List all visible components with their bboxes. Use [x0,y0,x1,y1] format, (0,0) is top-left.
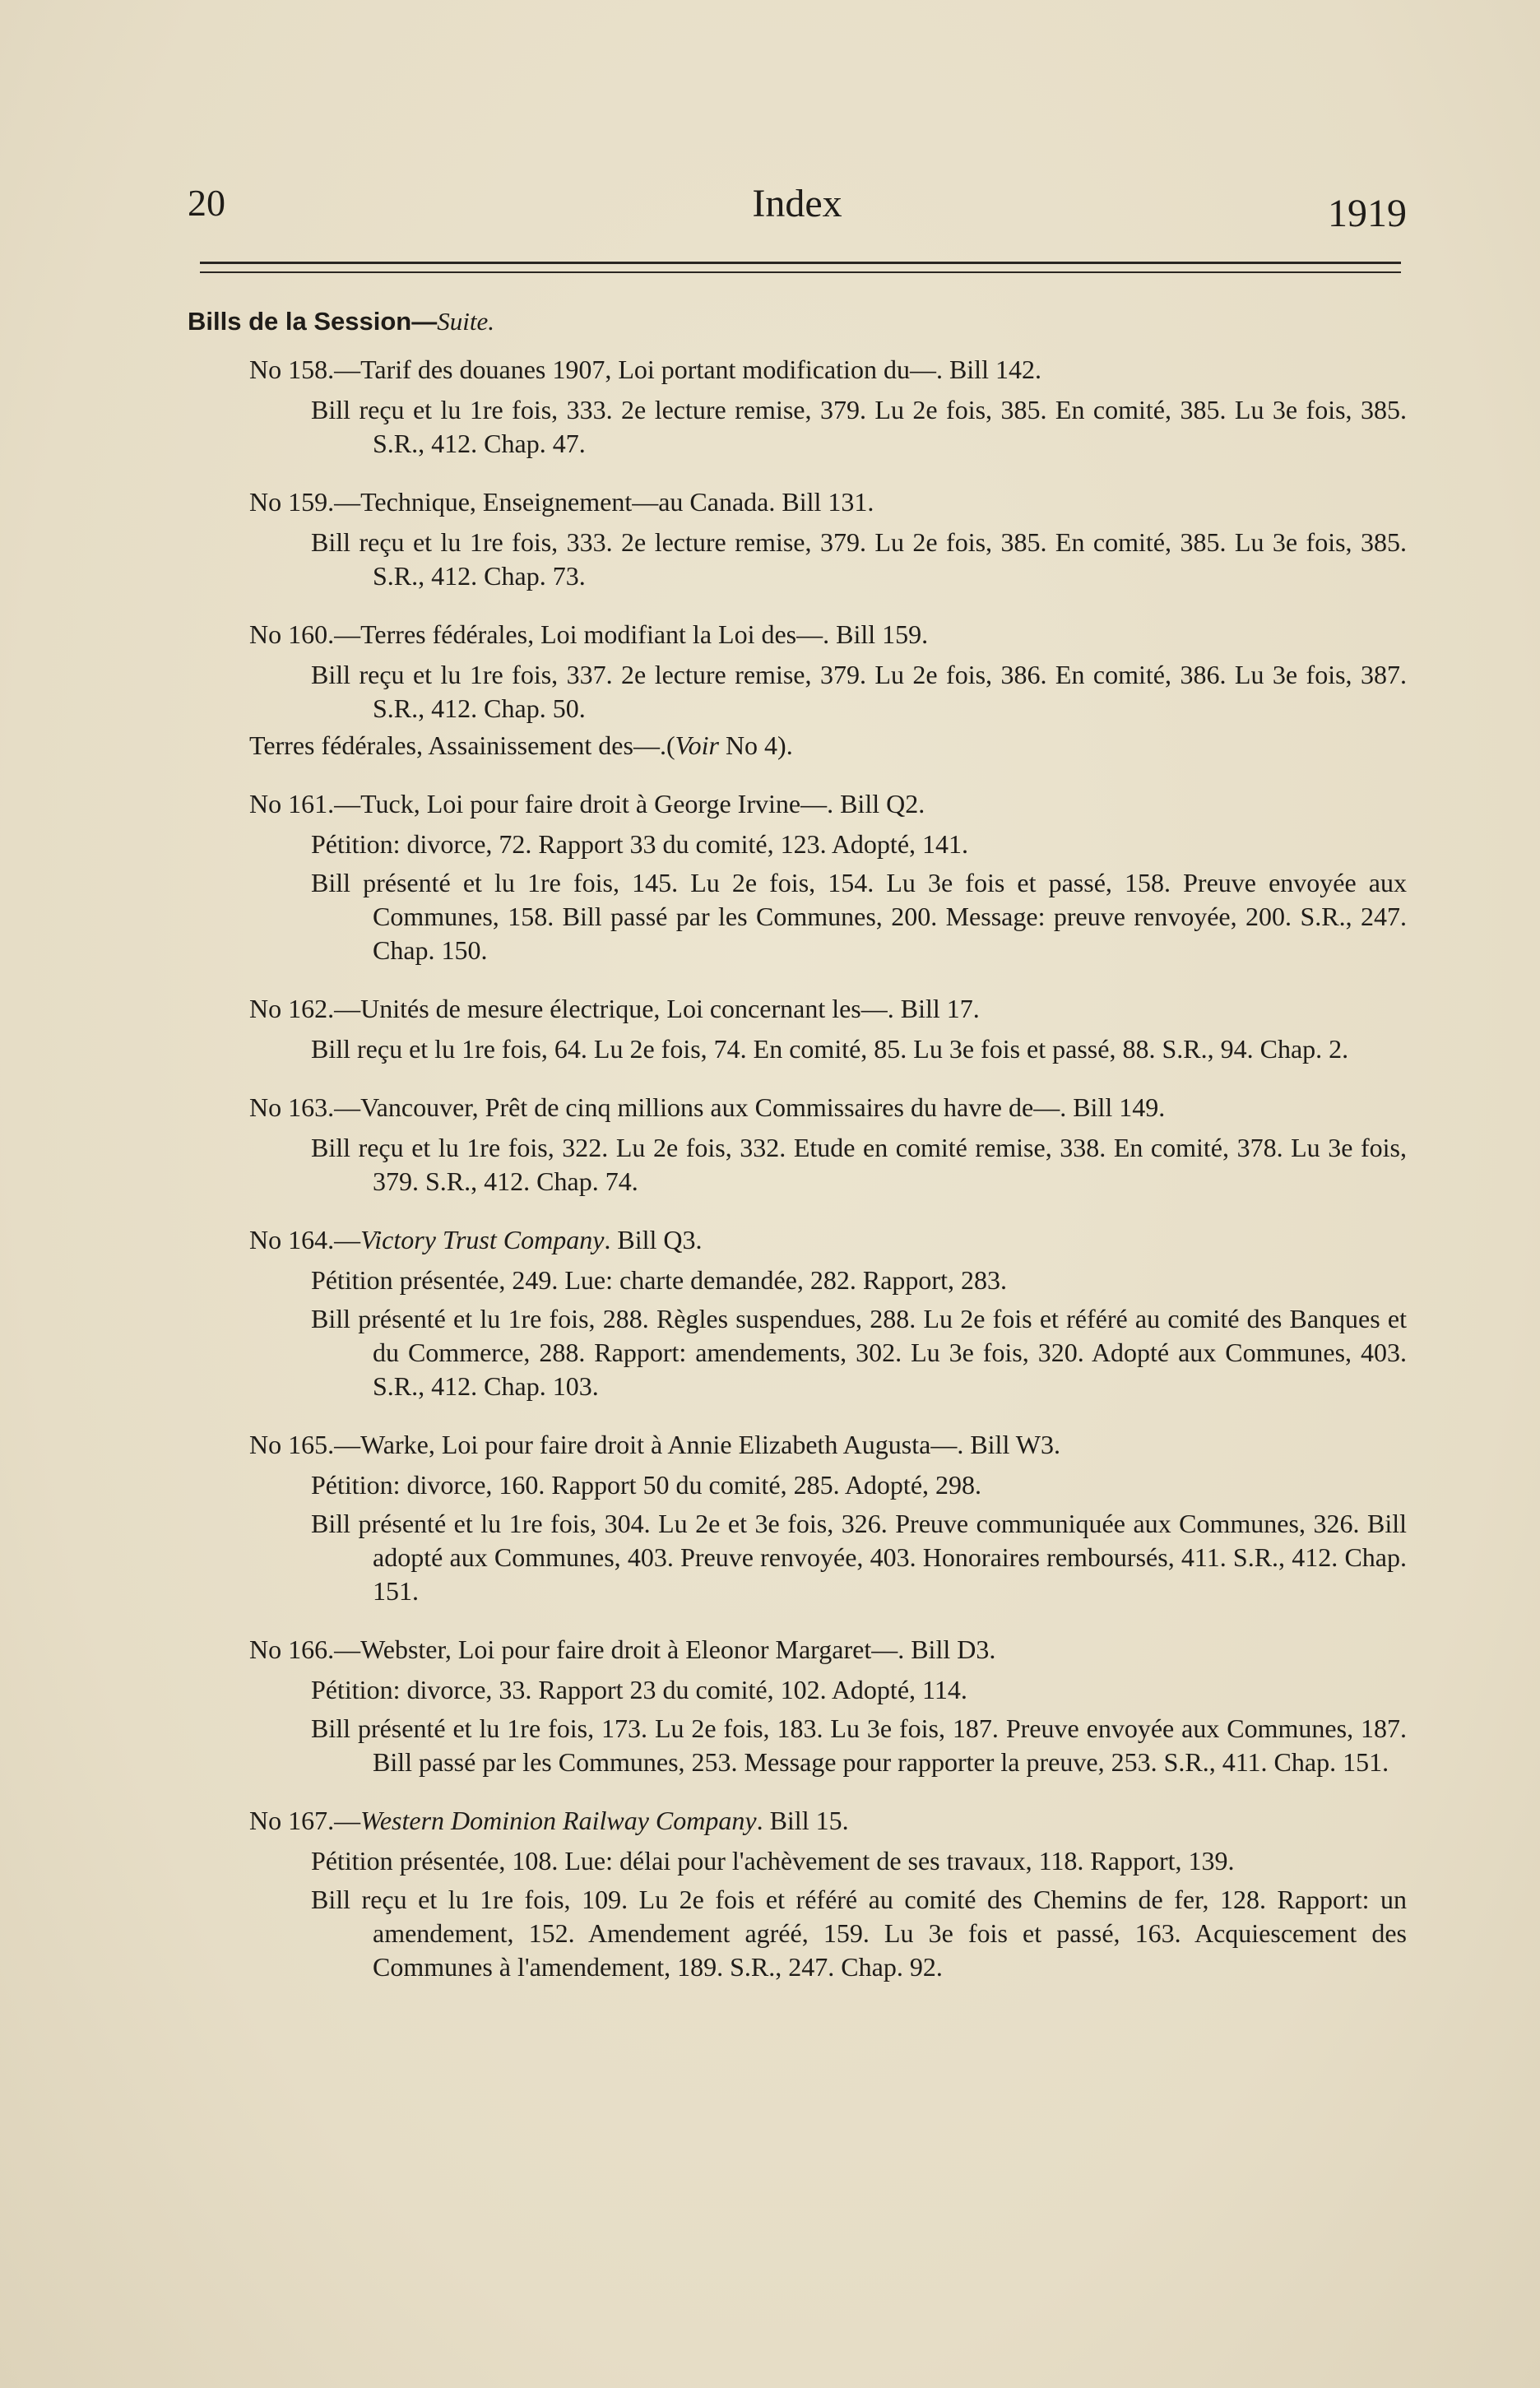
entry-text: Bill reçu et lu 1re fois, 333. 2e lecture remise, 379. Lu 2e fois, 385. En comité, 385. Lu 3e fois, 385. S.R., 412. Chap. 73. [311,527,1407,591]
entry-text: Pétition présentée, 249. Lue: charte demandée, 282. Rapport, 283. [311,1265,1007,1295]
entry-head: No 161.—Tuck, Loi pour faire droit à George Irvine—. Bill Q2. [249,789,925,818]
entry-head: No 165.—Warke, Loi pour faire droit à Annie Elizabeth Augusta—. Bill W3. [249,1430,1060,1459]
entry-text: Pétition: divorce, 160. Rapport 50 du comité, 285. Adopté, 298. [311,1470,982,1500]
entry-text: Bill présenté et lu 1re fois, 304. Lu 2e et 3e fois, 326. Preuve communiquée aux Communes, 326. Bill adopté aux Communes, 403. Preuve renvoyée, 403. Honoraires remboursés, 411. S.R., 412. Chap. 151. [311,1509,1407,1606]
section-label: Bills de la Session— [188,307,438,336]
cross-reference-number: No 4). [718,730,793,760]
index-entry [188,1633,1407,1779]
entry-text: Bill reçu et lu 1re fois, 109. Lu 2e fois et référé au comité des Chemins de fer, 128. Rapport: un amendement, 152. Amendement agréé, 159. Lu 3e fois et passé, 163. Acquiescement des Communes à l'amendement, 189. S.R., 247. Chap. 92. [311,1885,1407,1982]
header-rule-top [200,262,1401,264]
page-number: 20 [188,182,225,224]
index-entry [188,485,1407,593]
cross-reference-voir: Voir [675,730,719,760]
section-title [188,304,1407,338]
company-name: Victory Trust Company [360,1225,605,1254]
entry-head: No 166.—Webster, Loi pour faire droit à Eleonor Margaret—. Bill D3. [249,1635,996,1664]
entry-text: Pétition présentée, 108. Lue: délai pour l'achèvement de ses travaux, 118. Rapport, 139. [311,1846,1235,1876]
entry-head: No 159.—Technique, Enseignement—au Canada. Bill 131. [249,487,874,517]
index-entry [188,1428,1407,1608]
entry-text: Bill reçu et lu 1re fois, 337. 2e lecture remise, 379. Lu 2e fois, 386. En comité, 386. Lu 3e fois, 387. S.R., 412. Chap. 50. [311,660,1407,723]
entry-text: Bill reçu et lu 1re fois, 322. Lu 2e fois, 332. Etude en comité remise, 338. En comité, 378. Lu 3e fois, 379. S.R., 412. Chap. 74. [311,1133,1407,1196]
index-entry [188,1091,1407,1199]
entry-text: Bill présenté et lu 1re fois, 288. Règles suspendues, 288. Lu 2e fois et référé au comité des Banques et du Commerce, 288. Rapport: amendements, 302. Lu 3e fois, 320. Adopté aux Communes, 403. S.R., 412. Chap. 103. [311,1304,1407,1401]
header-rule-bottom [200,271,1401,273]
entry-text: Bill reçu et lu 1re fois, 64. Lu 2e fois, 74. En comité, 85. Lu 3e fois et passé, 88. S.R., 94. Chap. 2. [311,1034,1349,1064]
index-entry [188,992,1407,1066]
entry-head: No 162.—Unités de mesure électrique, Loi concernant les—. Bill 17. [249,994,980,1023]
page-title: Index [752,182,842,225]
entry-head: No 164.—Victory Trust Company. Bill Q3. [249,1225,703,1254]
entry-text: Bill présenté et lu 1re fois, 145. Lu 2e fois, 154. Lu 3e fois et passé, 158. Preuve envoyée aux Communes, 158. Bill passé par les Communes, 200. Message: preuve renvoyée, 200. S.R., 247. Chap. 150. [311,868,1407,965]
cross-reference [249,729,1407,763]
entry-head: No 158.—Tarif des douanes 1907, Loi portant modification du—. Bill 142. [249,355,1041,384]
index-entry [188,618,1407,726]
entry-head: No 163.—Vancouver, Prêt de cinq millions aux Commissaires du havre de—. Bill 149. [249,1092,1166,1122]
index-entry [188,787,1407,967]
index-entry [188,1223,1407,1403]
entry-text: Pétition: divorce, 33. Rapport 23 du comité, 102. Adopté, 114. [311,1675,967,1704]
index-content [188,304,1407,2009]
entry-text: Bill présenté et lu 1re fois, 173. Lu 2e fois, 183. Lu 3e fois, 187. Preuve envoyée aux Communes, 187. Bill passé par les Communes, 253. Message pour rapporter la preuve, 253. S.R., 411. Chap. 151. [311,1713,1407,1777]
entry-text: Bill reçu et lu 1re fois, 333. 2e lecture remise, 379. Lu 2e fois, 385. En comité, 385. Lu 3e fois, 385. S.R., 412. Chap. 47. [311,395,1407,458]
page-year: 1919 [1328,192,1407,235]
company-name: Western Dominion Railway Company [360,1806,757,1835]
entry-head: No 160.—Terres fédérales, Loi modifiant la Loi des—. Bill 159. [249,619,929,649]
entry-text: Pétition: divorce, 72. Rapport 33 du comité, 123. Adopté, 141. [311,829,969,859]
section-suffix: Suite. [437,307,494,336]
index-entry [188,1804,1407,1984]
page-header [188,181,1407,239]
entry-head: No 167.—Western Dominion Railway Company. Bill 15. [249,1806,849,1835]
index-entry [188,353,1407,461]
cross-reference-text: Terres fédérales, Assainissement des—.( [249,730,675,760]
